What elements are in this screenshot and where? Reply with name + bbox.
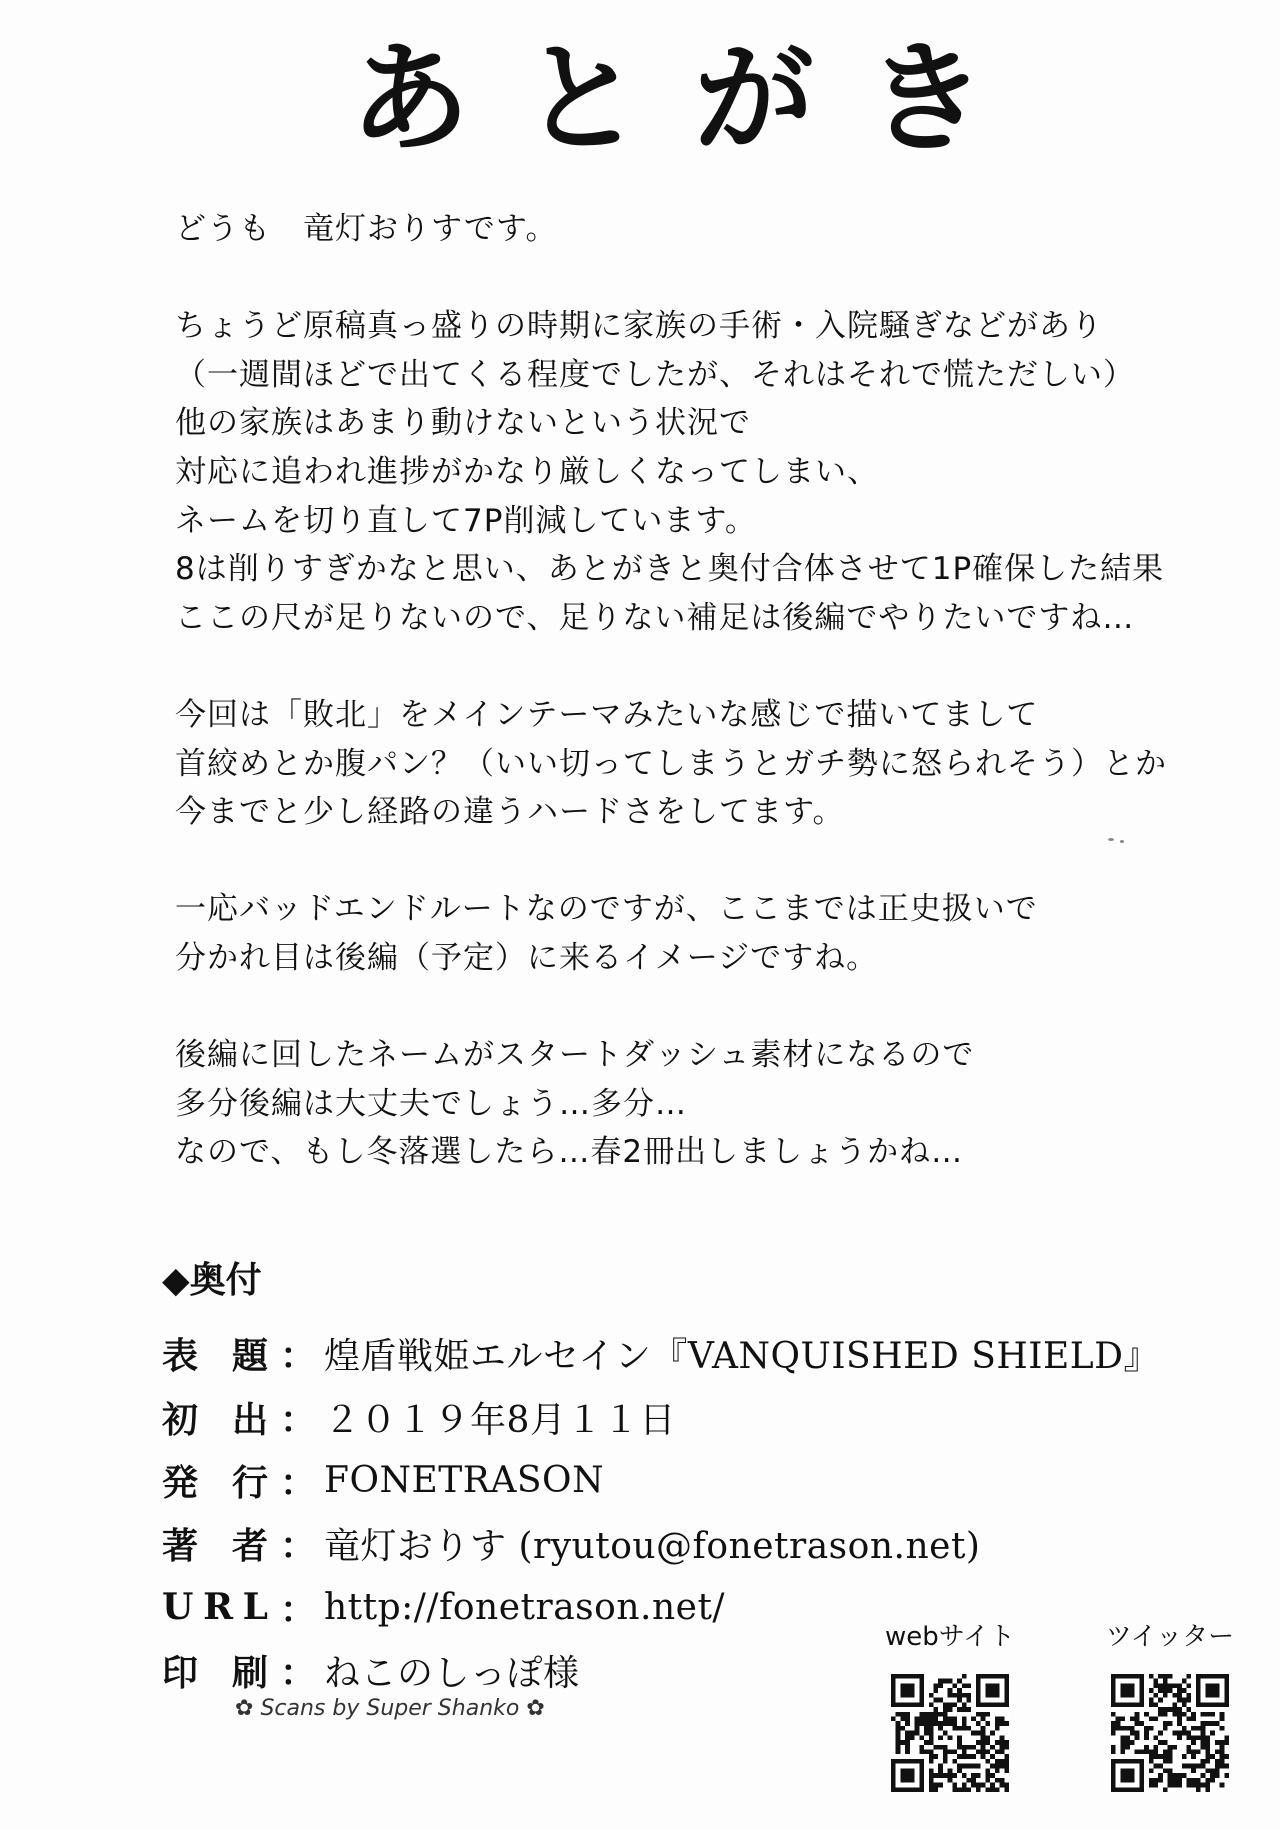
text-line: なので、もし冬落選したら…春2冊出しましょうかね… [175,1134,964,1171]
colon-separator: ： [279,1588,316,1631]
colophon-value: ２０１９年8月１１日 [324,1399,676,1441]
flower-icon: ✿ [235,1696,254,1721]
colophon-value: 竜灯おりす (ryutou@fonetrason.net) [324,1526,981,1568]
text-line: 一応バッドエンドルートなのですが、ここまでは正史扱いで [175,891,1038,928]
paragraph-3 [175,885,1175,982]
text-line: ここの尺が足りないので、足りない補足は後編でやりたいですね… [175,599,1135,636]
colon-separator: ： [279,1398,316,1441]
colon-separator: ： [279,1652,316,1695]
qr-twitter-block [1090,1620,1250,1792]
label-char: 出 [231,1398,272,1441]
text-line: 今までと少し経路の違うハードさをしてます。 [175,794,845,831]
page-title: あとがき [350,30,1038,169]
colophon-value: http://fonetrason.net/ [324,1586,726,1628]
text-line: 多分後編は大丈夫でしょう…多分… [175,1085,687,1122]
colophon-label [162,1518,272,1569]
text-line: 対応に追われ進捗がかなり厳しくなってしまい、 [175,453,879,490]
label-char: 刷 [231,1652,272,1695]
text-line: ネームを切り直して7P削減しています。 [175,502,757,539]
text-line: 今回は「敗北」をメインテーマみたいな感じで描いてまして [175,696,1039,733]
label-char: 者 [231,1525,272,1568]
scan-credit [235,1696,545,1721]
greeting-paragraph [175,205,1175,254]
text-line: （一週間ほどで出てくる程度でしたが、それはそれで慌ただしい） [175,356,1135,393]
qr-caption: webサイト [885,1622,1015,1652]
colophon-label [162,1586,272,1628]
colophon-row-author [162,1512,1160,1575]
greeting-line: どうも 竜灯おりすです。 [175,211,558,247]
colophon-label [162,1328,272,1379]
scan-credit-text: Scans by Super Shanko [260,1696,520,1721]
label-char: 行 [231,1461,272,1504]
label-char: 表 [162,1335,203,1378]
afterword-body [175,205,1175,1225]
text-line: 8は削りすぎかなと思い、あとがきと奥付合体させて1P確保した結果 [175,551,1165,588]
qr-code-twitter[interactable] [1111,1674,1229,1792]
label-char: L [242,1586,272,1629]
label-char: R [203,1586,237,1629]
colophon-row-title [162,1322,1160,1385]
colophon-label [162,1645,272,1696]
colophon-row-first-edition [162,1385,1160,1448]
flower-icon: ✿ [526,1696,545,1721]
colophon-label [162,1392,272,1443]
label-char: 印 [162,1652,203,1695]
colon-separator: ： [279,1525,316,1568]
qr-caption: ツイッター [1105,1622,1235,1652]
text-line: ちょうど原稿真っ盛りの時期に家族の手術・入院騒ぎなどがあり [175,308,1103,345]
colophon-value: FONETRASON [324,1459,605,1501]
colophon-heading: ◆奥付 [162,1260,262,1301]
colophon-value: ねこのしっぽ様 [324,1653,580,1695]
text-line: 分かれ目は後編（予定）に来るイメージですね。 [175,939,879,976]
paragraph-4 [175,1031,1175,1177]
colophon-value: 煌盾戦姫エルセイン『VANQUISHED SHIELD』 [324,1336,1161,1378]
label-char: 初 [162,1398,203,1441]
label-char: 著 [162,1525,203,1568]
text-line: 首絞めとか腹パン？（いい切ってしまうとガチ勢に怒られそう）とか [175,745,1167,782]
colophon-label [162,1455,272,1506]
label-char: 発 [162,1461,203,1504]
colon-separator: ： [279,1461,316,1504]
colophon-row-publisher [162,1449,1160,1512]
paper-speck [1108,838,1114,841]
paragraph-1 [175,302,1175,642]
qr-code-website[interactable] [891,1674,1009,1792]
label-char: 題 [231,1335,272,1378]
paper-speck [1120,840,1124,843]
text-line: 後編に回したネームがスタートダッシュ素材になるので [175,1037,975,1074]
qr-website-block [870,1620,1030,1792]
colon-separator: ： [279,1335,316,1378]
paragraph-2 [175,691,1175,837]
label-char: U [162,1586,198,1629]
text-line: 他の家族はあまり動けないという状況で [175,405,751,442]
